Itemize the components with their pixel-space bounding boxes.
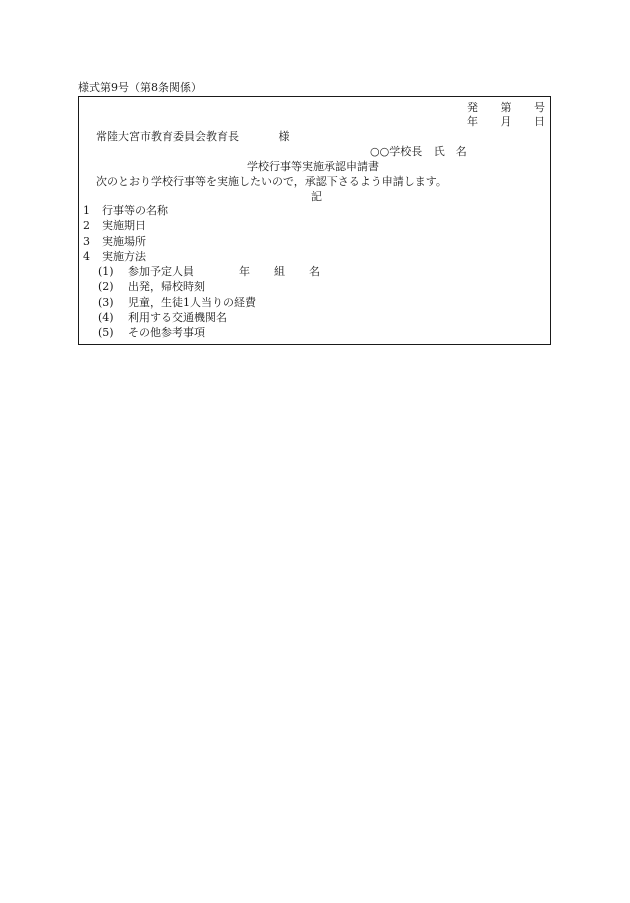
item-row <box>83 234 320 249</box>
document-title: 学校行事等実施承認申請書 <box>247 160 379 173</box>
item-number: 1 <box>83 204 90 217</box>
sub-item-number: (3) <box>98 295 114 309</box>
sub-item-number: (1) <box>98 265 114 279</box>
sub-item-row <box>83 325 320 340</box>
sub-item-number: (4) <box>98 311 114 325</box>
item-row <box>83 203 320 218</box>
participants-year: 年 <box>239 265 250 279</box>
item-label: 実施期日 <box>102 219 146 233</box>
sub-item-number: (2) <box>98 280 114 294</box>
item-label: 行事等の名称 <box>102 204 168 217</box>
addressee-name: 常陸大宮市教育委員会教育長 <box>96 130 239 143</box>
sub-item-row <box>83 279 320 294</box>
date-day: 日 <box>534 115 545 128</box>
participants-class: 組 <box>274 265 285 279</box>
sub-item-label: 出発，帰校時刻 <box>128 280 205 294</box>
sub-item-row <box>83 264 320 279</box>
sub-item-label: 参加予定人員 <box>128 265 194 279</box>
ref-dai: 第 <box>500 101 512 114</box>
sender <box>370 144 467 159</box>
reference-number-line <box>467 100 545 115</box>
items-list <box>83 203 320 341</box>
date-year: 年 <box>467 115 478 128</box>
item-label: 実施方法 <box>102 249 146 263</box>
form-number: 様式第9号（第8条関係） <box>78 81 202 94</box>
addressee-honorific: 様 <box>278 130 290 143</box>
sub-item-row <box>83 295 320 310</box>
item-label: 実施場所 <box>102 234 146 248</box>
item-row <box>83 218 320 233</box>
sender-school: ○○学校長 <box>370 145 423 158</box>
item-row <box>83 249 320 264</box>
sub-item-label: 利用する交通機関名 <box>128 311 227 325</box>
sub-item-row <box>83 310 320 325</box>
sub-item-label: その他参考事項 <box>128 326 205 340</box>
addressee <box>96 129 290 144</box>
sub-item-label: 児童，生徒1人当りの経費 <box>128 295 256 309</box>
participants-count: 名 <box>309 265 320 279</box>
sender-name-label: 氏 名 <box>433 145 467 158</box>
ref-go: 号 <box>534 101 545 114</box>
date-line <box>467 114 545 129</box>
ki-label: 記 <box>311 190 322 203</box>
application-form <box>78 96 551 345</box>
body-text: 次のとおり学校行事等を実施したいので，承認下さるよう申請します。 <box>96 175 447 188</box>
item-number: 4 <box>83 249 90 263</box>
sub-item-number: (5) <box>98 326 114 340</box>
date-month: 月 <box>500 115 512 128</box>
ref-hatsu: 発 <box>467 101 478 114</box>
item-number: 3 <box>83 234 90 248</box>
item-number: 2 <box>83 219 90 233</box>
